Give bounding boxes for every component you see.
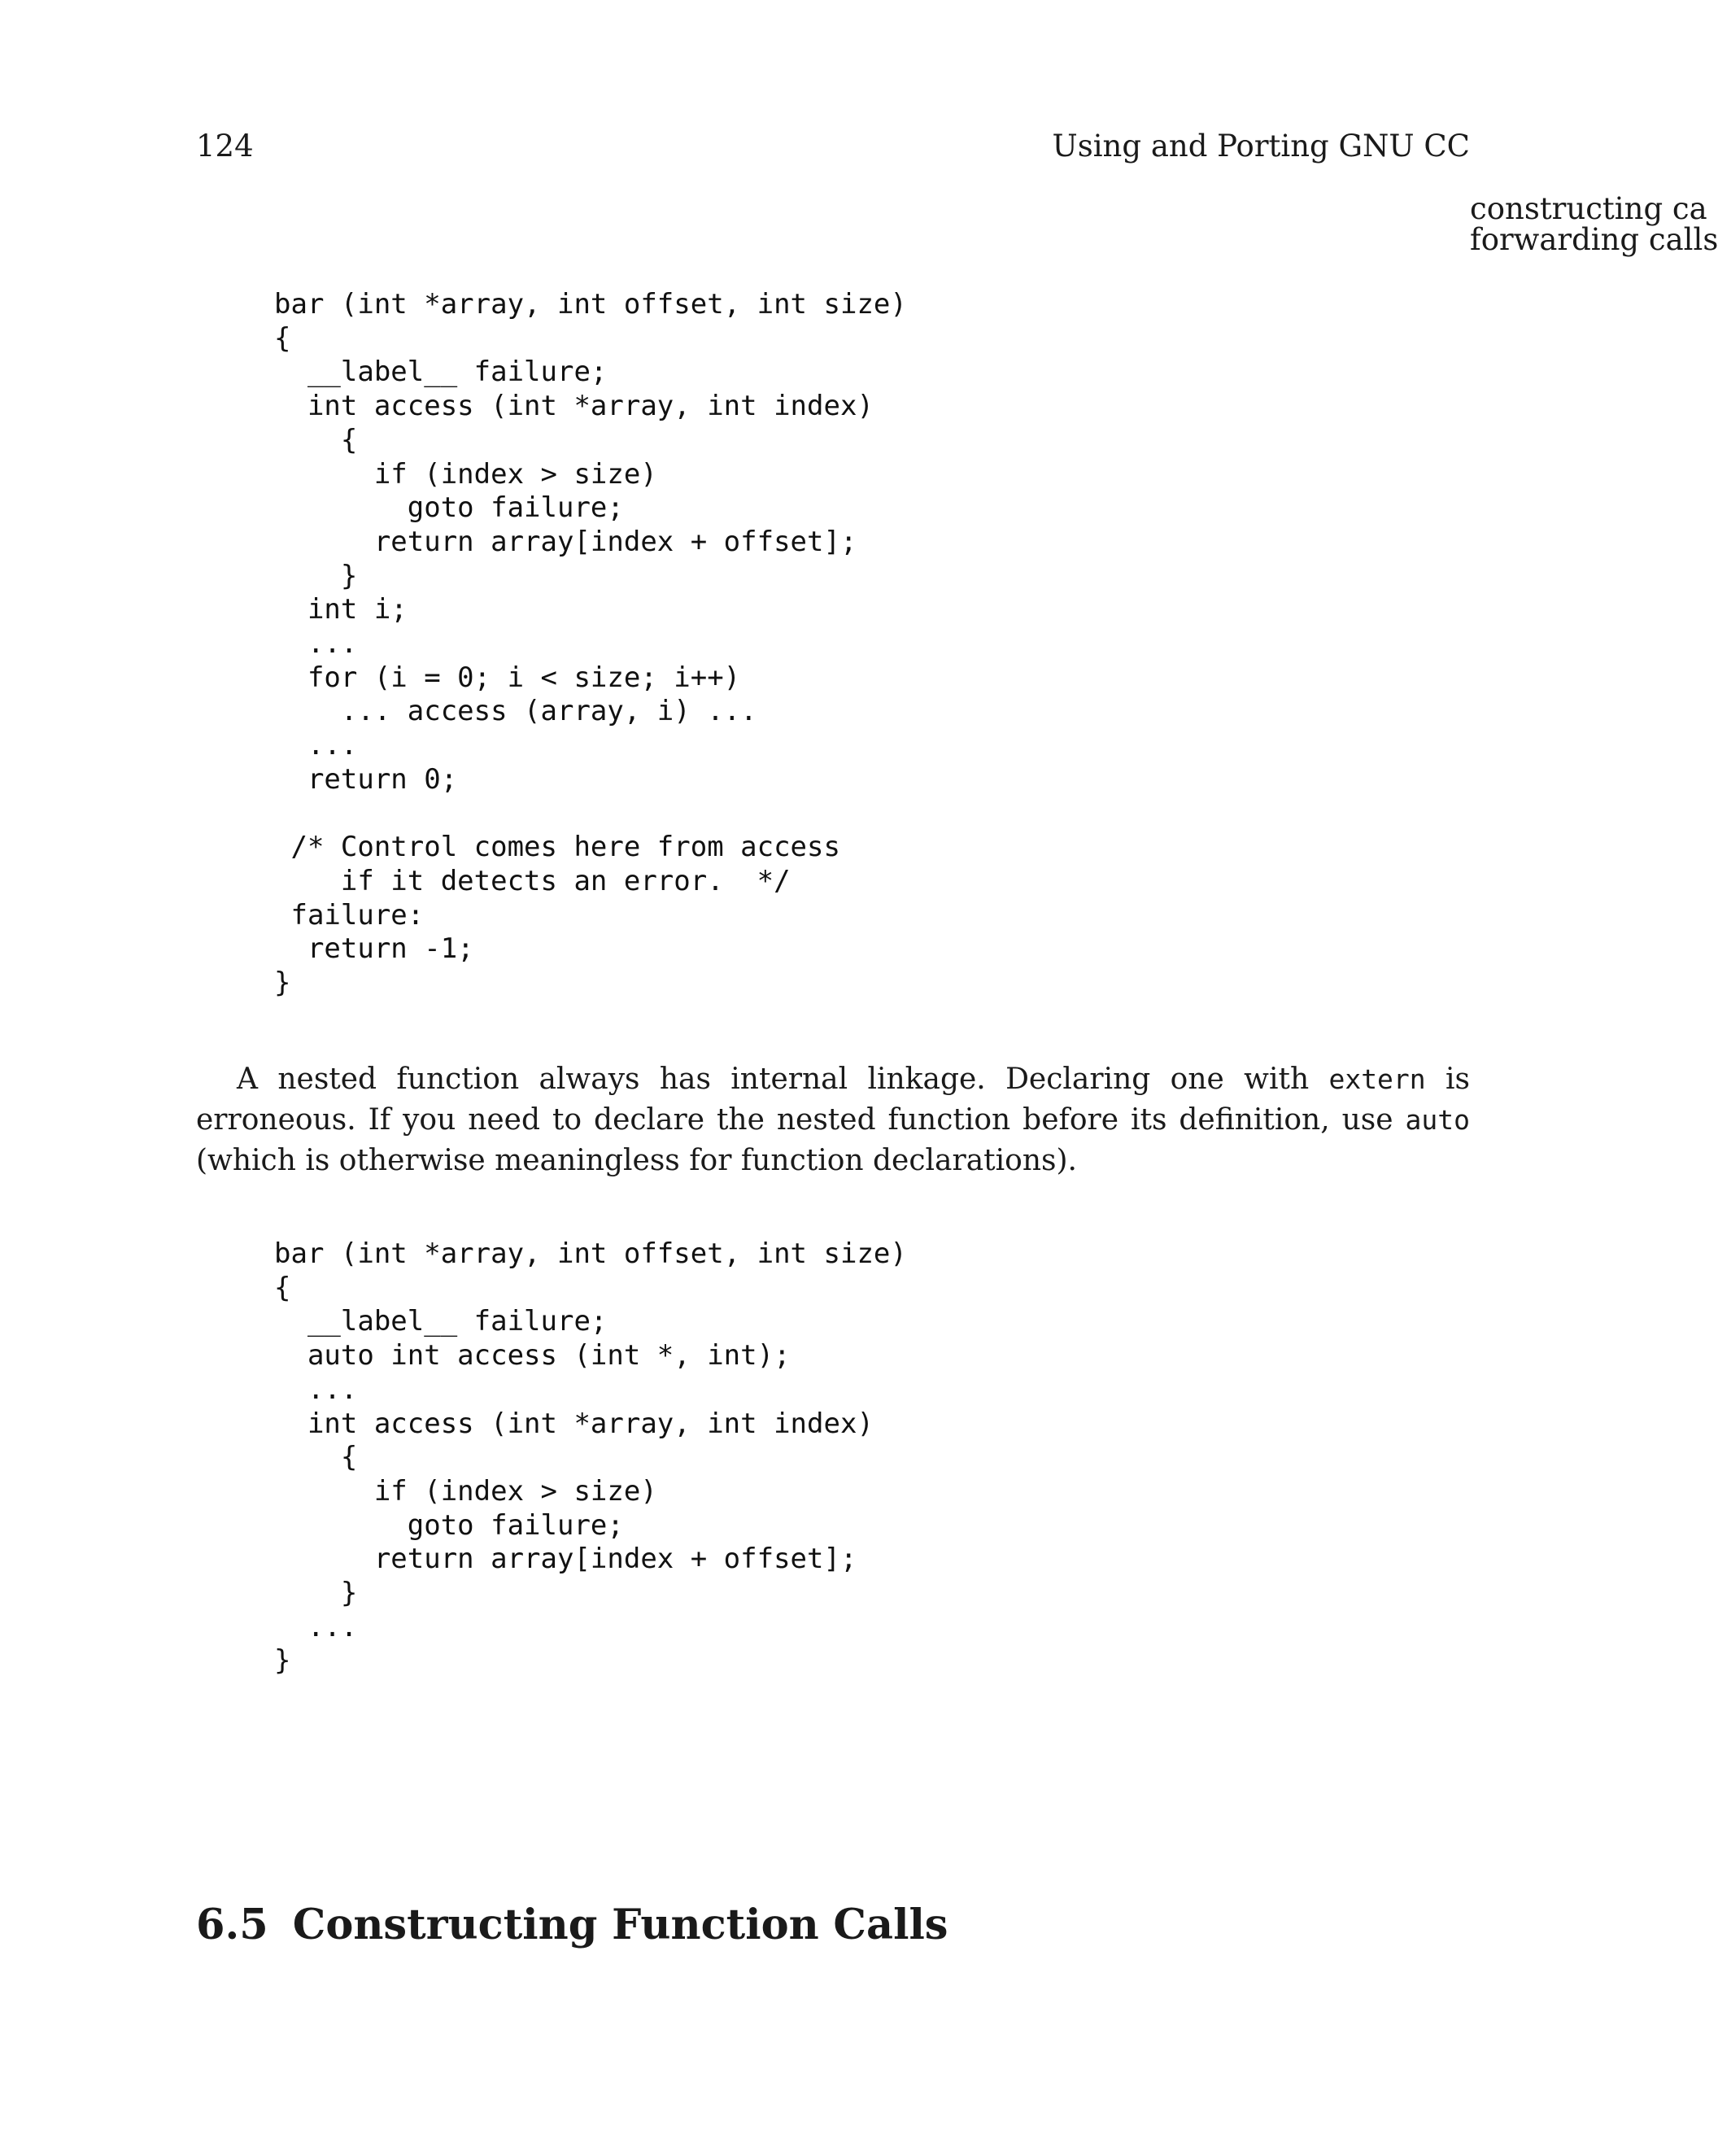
inline-code-auto: auto (1405, 1104, 1470, 1136)
running-title: Using and Porting GNU CC (1052, 129, 1470, 164)
section-number: 6.5 (196, 1901, 268, 1949)
paragraph-text: is erroneous. If you need to declare the nested function before its definition, use (196, 1063, 1470, 1137)
paragraph-text: (which is otherwise meaningless for function declarations). (196, 1144, 1077, 1177)
code-block-auto-declaration: bar (int *array, int offset, int size) { __label__ failure; auto int access (int *, int); ... int access (int *array, int index) { if (index > size) goto failure; return array[index + offset]; } ... } (274, 1237, 907, 1678)
page-number: 124 (196, 129, 254, 164)
body-paragraph (196, 1059, 1470, 1181)
inline-code-extern: extern (1328, 1063, 1426, 1095)
paragraph-text: A nested function always has internal linkage. Declaring one with (237, 1063, 1329, 1096)
code-block-nested-function: bar (int *array, int offset, int size) { __label__ failure; int access (int *array, int index) { if (index > size) goto failure; return array[index + offset]; } int i; ... for (i = 0; i < size; i++) ... access (array, i) ... ... return 0; /* Control comes here from access if it detects an error. */ failure: return -1; } (274, 288, 907, 1000)
margin-note: constructing ca (1470, 191, 1707, 226)
section-title: Constructing Function Calls (292, 1901, 948, 1949)
margin-notes (1470, 191, 1718, 257)
margin-note: forwarding calls (1470, 222, 1718, 257)
section-heading (196, 1899, 948, 1951)
